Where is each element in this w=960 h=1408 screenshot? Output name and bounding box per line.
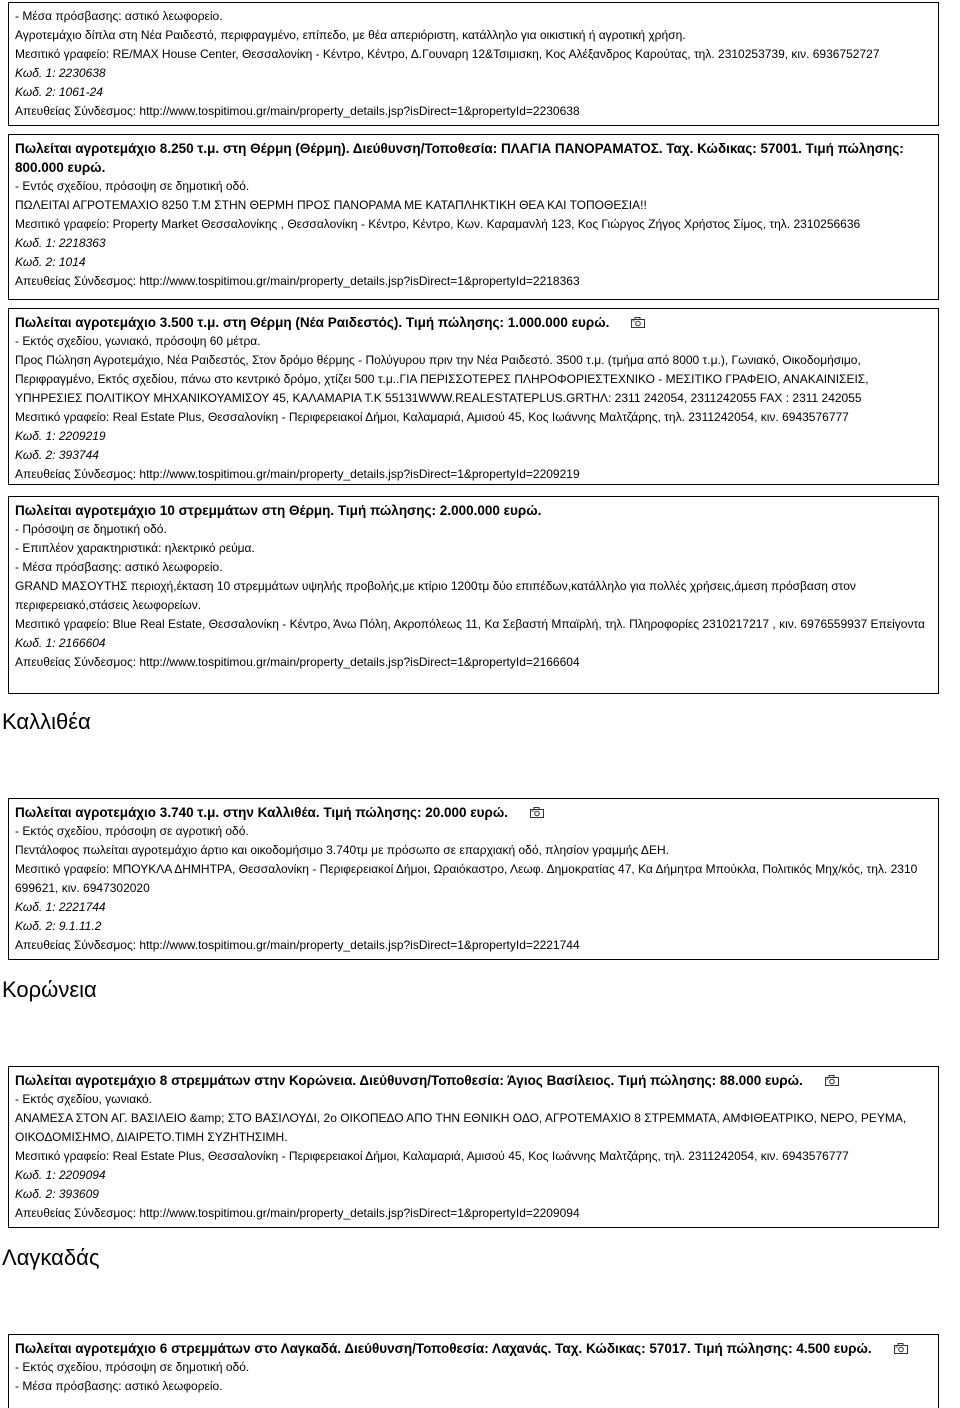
listing-box	[8, 798, 939, 960]
agency-line: Μεσιτικό γραφείο: ΜΠΟΥΚΛΑ ΔΗΜΗΤΡΑ, Θεσσαλονίκη - Περιφερειακοί Δήμοι, Ωραιόκαστρο, Λεωφ. Δημοκρατίας 47, Κα Δήμητρα Μπούκλα, Πολιτικός Μηχ/κός, τηλ. 2310 699621, κιν. 6947302020	[15, 862, 918, 895]
listing-title	[15, 1071, 932, 1090]
direct-link[interactable]: Απευθείας Σύνδεσμος: http://www.tospitimou.gr/main/property_details.jsp?isDirect=1&propertyId=2166604	[15, 655, 580, 669]
listing-box	[8, 1334, 939, 1408]
section-heading-koroneia: Κορώνεια	[2, 977, 97, 1002]
code-2: Κωδ. 2: 393744	[15, 448, 99, 462]
listing-title-text: Πωλείται αγροτεμάχιο 3.500 τ.μ. στη Θέρμη (Νέα Ραιδεστός). Τιμή πώλησης: 1.000.000 ευρώ.	[15, 315, 610, 330]
listing-title-text: Πωλείται αγροτεμάχιο 8 στρεμμάτων στην Κορώνεια. Διεύθυνση/Τοποθεσία: Άγιος Βασίλειος. Τιμή πώλησης: 88.000 ευρώ.	[15, 1073, 803, 1088]
listing-line: - Πρόσοψη σε δημοτική οδό.	[15, 522, 167, 536]
listing-line: - Εκτός σχεδίου, πρόσοψη σε αγροτική οδό.	[15, 824, 249, 838]
direct-link[interactable]: Απευθείας Σύνδεσμος: http://www.tospitimou.gr/main/property_details.jsp?isDirect=1&propertyId=2218363	[15, 274, 580, 288]
listing-title: Πωλείται αγροτεμάχιο 10 στρεμμάτων στη Θέρμη. Τιμή πώλησης: 2.000.000 ευρώ.	[15, 503, 542, 518]
code-1: Κωδ. 1: 2209219	[15, 429, 106, 443]
code-1: Κωδ. 1: 2166604	[15, 636, 106, 650]
code-2: Κωδ. 2: 393609	[15, 1187, 99, 1201]
code-2: Κωδ. 2: 1014	[15, 255, 86, 269]
code-1: Κωδ. 1: 2218363	[15, 236, 106, 250]
listing-title	[15, 1339, 932, 1358]
agency-line: Μεσιτικό γραφείο: Real Estate Plus, Θεσσαλονίκη - Περιφερειακοί Δήμοι, Καλαμαριά, Αμισού 45, Κος Ιωάννης Μαλτζάρης, τηλ. 2311242054, κιν. 6943576777	[15, 410, 849, 424]
listing-title-text: Πωλείται αγροτεμάχιο 6 στρεμμάτων στο Λαγκαδά. Διεύθυνση/Τοποθεσία: Λαχανάς. Ταχ. Κώδικας: 57017. Τιμή πώλησης: 4.500 ευρώ.	[15, 1341, 872, 1356]
code-1: Κωδ. 1: 2209094	[15, 1168, 106, 1182]
direct-link[interactable]: Απευθείας Σύνδεσμος: http://www.tospitimou.gr/main/property_details.jsp?isDirect=1&propertyId=2209219	[15, 467, 580, 481]
listing-description: Πεντάλοφος πωλείται αγροτεμάχιο άρτιο και οικοδομήσιμο 3.740τμ με πρόσωπο σε επαρχιακή οδό, πλησίον γραμμής ΔΕΗ.	[15, 843, 669, 857]
listing-line: - Εκτός σχεδίου, γωνιακό, πρόσοψη 60 μέτρα.	[15, 334, 261, 348]
camera-icon[interactable]	[530, 807, 544, 818]
agency-line: Μεσιτικό γραφείο: Property Market Θεσσαλονίκης , Θεσσαλονίκη - Κέντρο, Κέντρο, Κων. Καραμανλή 123, Κος Γιώργος Ζήγος Χρήστος Σίμος, τηλ. 2310256636	[15, 217, 861, 231]
agency-line: Μεσιτικό γραφείο: Blue Real Estate, Θεσσαλονίκη - Κέντρο, Άνω Πόλη, Ακροπόλεως 11, Κα Σεβαστή Μπαϊρλή, τηλ. Πληροφορίες 2310217217 , κιν. 6976559937 Επείγοντα	[15, 617, 925, 631]
direct-link[interactable]: Απευθείας Σύνδεσμος: http://www.tospitimou.gr/main/property_details.jsp?isDirect=1&propertyId=2230638	[15, 104, 580, 118]
listing-title: Πωλείται αγροτεμάχιο 8.250 τ.μ. στη Θέρμη (Θέρμη). Διεύθυνση/Τοποθεσία: ΠΛΑΓΙΑ ΠΑΝΟΡΑΜΑΤΟΣ. Ταχ. Κώδικας: 57001. Τιμή πώλησης: 800.000 ευρώ.	[15, 141, 904, 175]
listing-box	[8, 496, 939, 694]
section-heading-kallithea: Καλλιθέα	[2, 709, 91, 734]
listing-description: Προς Πώληση Αγροτεμάχιο, Νέα Ραιδεστός, Στον δρόμο θέρμης - Πολύγυρου πριν την Νέα Ραιδεστό. 3500 τ.μ. (τμήμα από 8000 τ.μ.), Γωνιακό, Οικοδομήσιμο, Περιφραγμένο, Εκτός σχεδίου, πάνω στο κεντρικό δρόμο, χτίζει 500 τ.μ..ΓΙΑ ΠΕΡΙΣΣΟΤΕΡΕΣ ΠΛΗΡΟΦΟΡΙΕΣΤΕΧΝΙΚΟ - ΜΕΣΙΤΙΚΟ ΓΡΑΦΕΙΟ, ΑΝΑΚΑΙΝΙΣΕΙΣ, ΥΠΗΡΕΣΙΕΣ ΠΟΛΙΤΙΚΟΥ ΜΗΧΑΝΙΚΟΥΑΜΙΣΟΥ 45, ΚΑΛΑΜΑΡΙΑ Τ.Κ 55131WWW.REALESTATEPLUS.GRΤΗΛ: 2311 242054, 2311242055 FAX : 2311 242055	[15, 353, 869, 405]
camera-icon[interactable]	[825, 1075, 839, 1086]
code-2: Κωδ. 2: 1061-24	[15, 85, 103, 99]
listing-line: ΠΩΛΕΙΤΑΙ ΑΓΡΟΤΕΜΑΧΙΟ 8250 Τ.Μ ΣΤΗΝ ΘΕΡΜΗ ΠΡΟΣ ΠΑΝΟΡΑΜΑ ΜΕ ΚΑΤΑΠΛΗΚΤΙΚΗ ΘΕΑ ΚΑΙ ΤΟΠΟΘΕΣΙΑ!!	[15, 198, 647, 212]
listing-line: - Μέσα πρόσβασης: αστικό λεωφορείο.	[15, 1379, 223, 1393]
listing-box	[8, 308, 939, 485]
listing-line: - Επιπλέον χαρακτηριστικά: ηλεκτρικό ρεύμα.	[15, 541, 255, 555]
camera-icon[interactable]	[631, 317, 645, 328]
listing-box	[8, 1066, 939, 1228]
listing-title-text: Πωλείται αγροτεμάχιο 3.740 τ.μ. στην Καλλιθέα. Τιμή πώλησης: 20.000 ευρώ.	[15, 805, 509, 820]
listing-line: Αγροτεμάχιο δίπλα στη Νέα Ραιδεστό, περιφραγμένο, επίπεδο, με θέα απεριόριστη, κατάλληλο για οικιστική ή αγροτική χρήση.	[15, 28, 686, 42]
direct-link[interactable]: Απευθείας Σύνδεσμος: http://www.tospitimou.gr/main/property_details.jsp?isDirect=1&propertyId=2221744	[15, 938, 580, 952]
listing-line: - Εκτός σχεδίου, πρόσοψη σε δημοτική οδό.	[15, 1360, 250, 1374]
listing-box	[8, 134, 939, 300]
listing-description: GRAND ΜΑΣΟΥΤΗΣ περιοχή,έκταση 10 στρεμμάτων υψηλής προβολής,με κτίριο 1200τμ δύο επιπέδων,κατάλληλο για πολλές χρήσεις,άμεση πρόσβαση στον περιφερειακό,στάσεις λεωφορείων.	[15, 579, 856, 612]
camera-icon[interactable]	[894, 1343, 908, 1354]
listing-box-top	[8, 2, 939, 126]
listing-line: - Μέσα πρόσβασης: αστικό λεωφορείο.	[15, 9, 223, 23]
listing-line: - Εντός σχεδίου, πρόσοψη σε δημοτική οδό.	[15, 179, 250, 193]
code-1: Κωδ. 1: 2230638	[15, 66, 106, 80]
listing-description: ΑΝΑΜΕΣΑ ΣΤΟΝ ΑΓ. ΒΑΣΙΛΕΙΟ &amp; ΣΤΟ ΒΑΣΙΛΟΥΔΙ, 2ο ΟΙΚΟΠΕΔΟ ΑΠΟ ΤΗΝ ΕΘΝΙΚΗ ΟΔΟ, ΑΓΡΟΤΕΜΑΧΙΟ 8 ΣΤΡΕΜΜΑΤΑ, ΑΜΦΙΘΕΑΤΡΙΚΟ, ΝΕΡΟ, ΡΕΥΜΑ, ΟΙΚΟΔΟΜΙΣΗΜΟ, ΔΙΑΙΡΕΤΟ.ΤΙΜΗ ΣΥΖΗΤΗΣΙΜΗ.	[15, 1111, 907, 1144]
code-1: Κωδ. 1: 2221744	[15, 900, 106, 914]
agency-line: Μεσιτικό γραφείο: Real Estate Plus, Θεσσαλονίκη - Περιφερειακοί Δήμοι, Καλαμαριά, Αμισού 45, Κος Ιωάννης Μαλτζάρης, τηλ. 2311242054, κιν. 6943576777	[15, 1149, 849, 1163]
agency-line: Μεσιτικό γραφείο: RE/MAX House Center, Θεσσαλονίκη - Κέντρο, Κέντρο, Δ.Γουναρη 12&Τσιμισκη, Κος Αλέξανδρος Καρούτας, τηλ. 2310253739, κιν. 6936752727	[15, 47, 880, 61]
direct-link[interactable]: Απευθείας Σύνδεσμος: http://www.tospitimou.gr/main/property_details.jsp?isDirect=1&propertyId=2209094	[15, 1206, 580, 1220]
listing-title	[15, 313, 932, 332]
section-heading-lagkadas: Λαγκαδάς	[2, 1245, 100, 1270]
listing-title	[15, 803, 932, 822]
listing-line: - Εκτός σχεδίου, γωνιακό.	[15, 1092, 153, 1106]
code-2: Κωδ. 2: 9.1.11.2	[15, 919, 102, 933]
listing-line: - Μέσα πρόσβασης: αστικό λεωφορείο.	[15, 560, 223, 574]
